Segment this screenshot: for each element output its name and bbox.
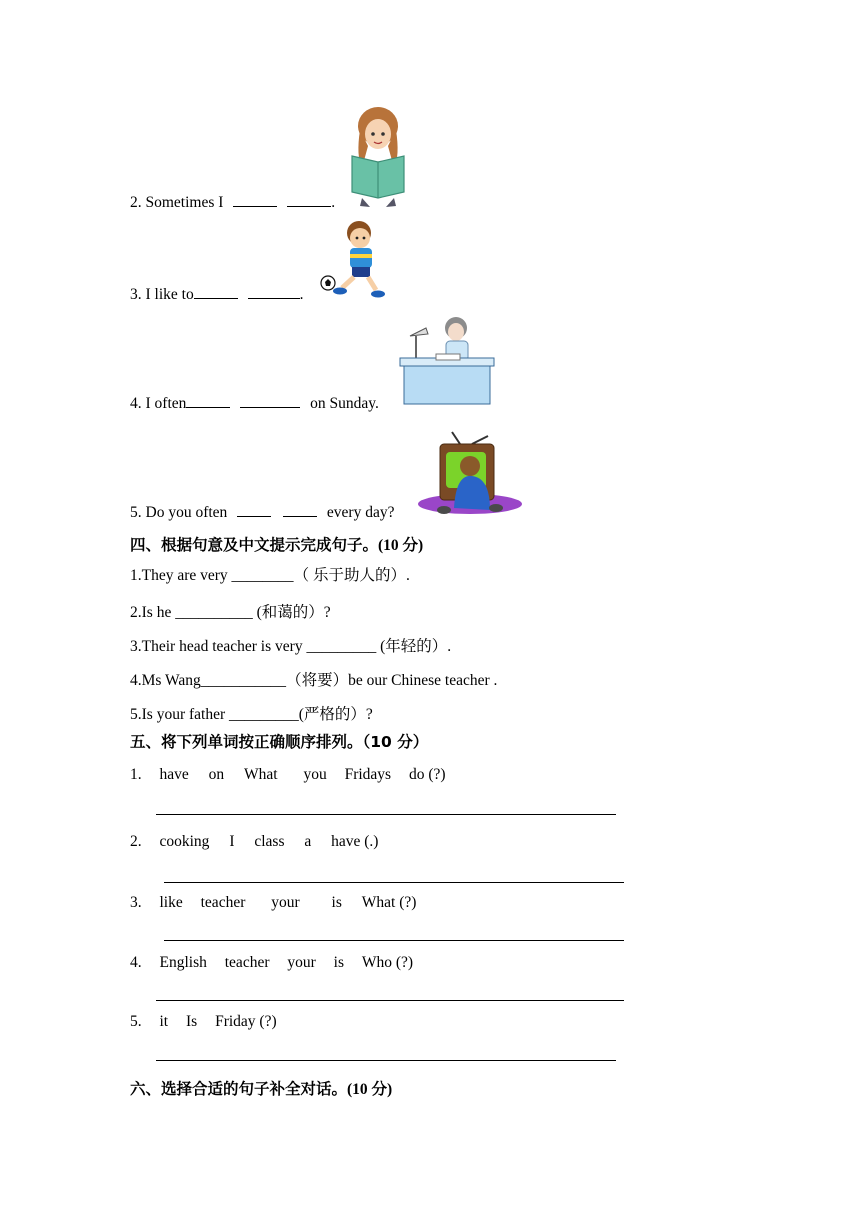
word: your bbox=[271, 894, 300, 911]
item-number: 5. bbox=[130, 1013, 142, 1030]
part4-item-5 bbox=[130, 705, 373, 725]
answer-blank[interactable] bbox=[194, 284, 238, 299]
word: teacher bbox=[224, 954, 270, 971]
word: Fridays bbox=[344, 766, 392, 783]
answer-line[interactable] bbox=[164, 882, 624, 883]
item-pre: 2.Is he __________ bbox=[130, 604, 253, 621]
heading-score: (10 分) bbox=[378, 537, 424, 554]
word: What bbox=[244, 766, 278, 783]
item-pre: 3.Their head teacher is very _________ bbox=[130, 638, 377, 655]
item-number: 1. bbox=[130, 766, 142, 783]
answer-blank[interactable] bbox=[237, 502, 271, 517]
item-text: 4. I often bbox=[130, 395, 187, 412]
section-5-heading bbox=[130, 732, 428, 752]
answer-line[interactable] bbox=[156, 814, 616, 815]
word: have (.) bbox=[331, 833, 379, 850]
word: you bbox=[303, 766, 327, 783]
part3-item-5 bbox=[130, 502, 394, 523]
part3-item-2 bbox=[130, 192, 335, 213]
part4-item-3 bbox=[130, 637, 451, 657]
word: Friday (?) bbox=[215, 1013, 277, 1030]
part5-item-2 bbox=[130, 832, 378, 852]
part5-item-5 bbox=[130, 1012, 277, 1032]
section-4-heading bbox=[130, 535, 423, 556]
heading-score: (10 分) bbox=[347, 1081, 393, 1098]
item-hint: (和蔼的）? bbox=[256, 604, 331, 621]
item-end: every day? bbox=[326, 504, 395, 521]
item-number: 2. bbox=[130, 833, 142, 850]
answer-line[interactable] bbox=[156, 1000, 624, 1001]
item-number: 3. bbox=[130, 894, 142, 911]
item-number: 4. bbox=[130, 954, 142, 971]
answer-blank[interactable] bbox=[248, 284, 300, 299]
item-text: 2. Sometimes I bbox=[130, 194, 224, 211]
part3-item-3 bbox=[130, 284, 303, 305]
answer-blank[interactable] bbox=[233, 192, 277, 207]
part5-item-4 bbox=[130, 953, 413, 973]
word: have bbox=[159, 766, 189, 783]
item-hint: (年轻的）. bbox=[380, 638, 452, 655]
item-end: on Sunday. bbox=[310, 395, 379, 412]
girl-reading-book-picture bbox=[346, 106, 410, 210]
boy-watching-tv-picture bbox=[416, 430, 526, 520]
word: like bbox=[159, 894, 183, 911]
word: cooking bbox=[159, 833, 210, 850]
part5-item-3 bbox=[130, 893, 416, 913]
part4-item-1 bbox=[130, 566, 410, 586]
word: a bbox=[304, 833, 312, 850]
item-end: . bbox=[299, 286, 304, 303]
word: What (?) bbox=[361, 894, 417, 911]
answer-line[interactable] bbox=[164, 940, 624, 941]
word: Is bbox=[186, 1013, 198, 1030]
word: is bbox=[331, 894, 342, 911]
word: it bbox=[159, 1013, 169, 1030]
item-end: . bbox=[331, 194, 336, 211]
answer-blank[interactable] bbox=[186, 393, 230, 408]
item-text: 5. Do you often bbox=[130, 504, 228, 521]
part5-item-1 bbox=[130, 765, 446, 785]
answer-blank[interactable] bbox=[287, 192, 331, 207]
word: is bbox=[333, 954, 345, 971]
word: English bbox=[159, 954, 207, 971]
part4-item-4 bbox=[130, 671, 497, 691]
word: class bbox=[254, 833, 285, 850]
answer-blank[interactable] bbox=[283, 502, 317, 517]
part4-item-2 bbox=[130, 603, 331, 623]
word: do (?) bbox=[408, 766, 446, 783]
item-text: 3. I like to bbox=[130, 286, 194, 303]
word: Who (?) bbox=[361, 954, 414, 971]
boy-playing-football-picture bbox=[316, 218, 396, 300]
item-pre: 5.Is your father _________( bbox=[130, 706, 304, 723]
answer-blank[interactable] bbox=[240, 393, 300, 408]
heading-text: 六、选择合适的句子补全对话。 bbox=[130, 1080, 348, 1098]
item-hint: （ 乐于助人的）. bbox=[293, 567, 410, 584]
word: on bbox=[208, 766, 225, 783]
heading-score: （10 分） bbox=[362, 733, 429, 751]
item-pre: 1.They are very ________ bbox=[130, 567, 294, 584]
word: your bbox=[287, 954, 316, 971]
item-hint: （将要）be our Chinese teacher . bbox=[286, 672, 498, 689]
section-6-heading bbox=[130, 1079, 392, 1100]
item-pre: 4.Ms Wang___________ bbox=[130, 672, 287, 689]
heading-text: 五、将下列单词按正确顺序排列。 bbox=[130, 733, 363, 751]
part3-item-4 bbox=[130, 393, 379, 414]
heading-text: 四、根据句意及中文提示完成句子。 bbox=[130, 536, 379, 554]
item-hint: 严格的）? bbox=[303, 706, 373, 723]
girl-doing-homework-picture bbox=[396, 312, 496, 408]
word: I bbox=[229, 833, 235, 850]
word: teacher bbox=[200, 894, 246, 911]
answer-line[interactable] bbox=[156, 1060, 616, 1061]
